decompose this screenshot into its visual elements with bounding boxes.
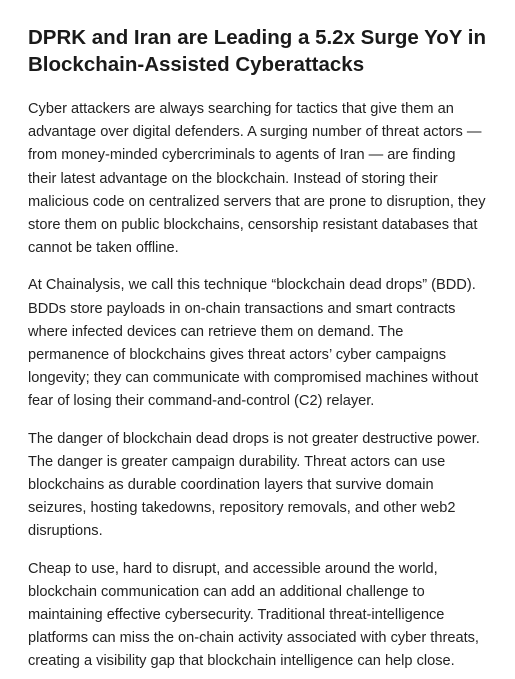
article-title: DPRK and Iran are Leading a 5.2x Surge YoY in Blockchain-Assisted Cyberattacks [28, 26, 486, 76]
paragraph-bdd-definition: At Chainalysis, we call this technique “blockchain dead drops” (BDD). BDDs store payloads in on-chain transactions and smart contracts where infected devices can retrieve them on demand. The permanence of blockchains gives threat actors’ cyber campaigns longevity; they can communicate with compromised machines without fear of losing their command-and-control (C2) relayer. [28, 277, 479, 410]
paragraph-intro: Cyber attackers are always searching for tactics that give them an advantage over digital defenders. A surging number of threat actors — from money-minded cybercriminals to agents of Iran — are finding their latest advantage on the blockchain. Instead of storing their malicious code on centralized servers that are prone to disruption, they store them on public blockchains, censorship resistant databases that cannot be taken offline. [28, 101, 486, 257]
paragraph-conclusion: Cheap to use, hard to disrupt, and accessible around the world, blockchain communication can add an additional challenge to maintaining effective cybersecurity. Traditional threat-intelligence platforms can miss the on-chain activity associated with cyber threats, creating a visibility gap that blockchain intelligence can help close. [28, 560, 479, 670]
paragraph-danger: The danger of blockchain dead drops is not greater destructive power. The danger is greater campaign durability. Threat actors can use blockchains as durable coordination layers that survive domain seizures, hosting takedowns, repository removals, and other web2 disruptions. [28, 430, 480, 540]
